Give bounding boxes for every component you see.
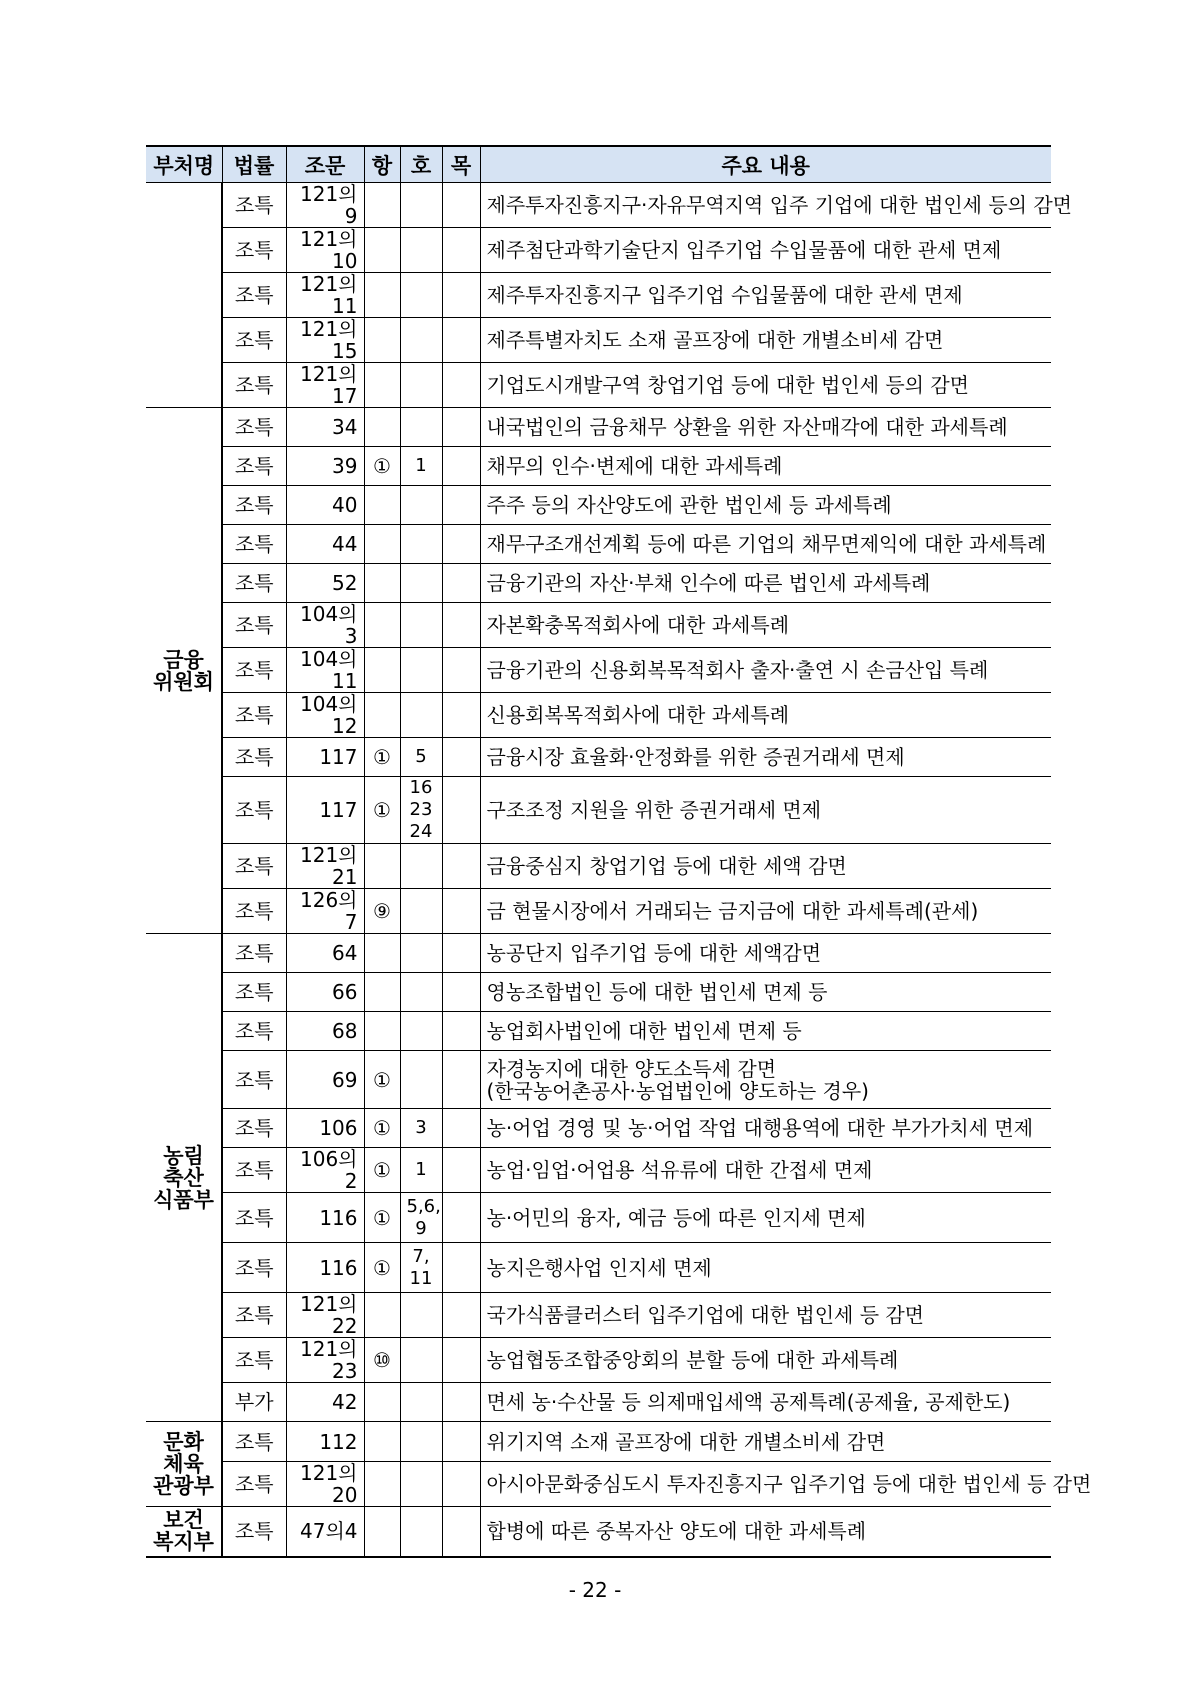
ho-cell (400, 408, 442, 447)
desc-cell: 농지은행사업 인지세 면제 (480, 1243, 1051, 1293)
table-row (146, 1051, 1051, 1109)
ho-cell: 1 (400, 1148, 442, 1193)
mok-cell (442, 1243, 480, 1293)
ho-cell (400, 1012, 442, 1051)
law-cell: 조특 (222, 648, 286, 693)
article-cell: 106 (286, 1109, 364, 1148)
ho-cell (400, 844, 442, 889)
table-row (146, 1243, 1051, 1293)
article-cell: 121의20 (286, 1462, 364, 1507)
desc-cell: 합병에 따른 중복자산 양도에 대한 과세특례 (480, 1507, 1051, 1557)
article-cell: 39 (286, 447, 364, 486)
law-cell: 조특 (222, 1338, 286, 1383)
mok-cell (442, 973, 480, 1012)
table-row (146, 1338, 1051, 1383)
mok-cell (442, 273, 480, 318)
table-body (146, 182, 1092, 1557)
hang-cell (364, 273, 400, 318)
ho-cell: 7, 11 (400, 1243, 442, 1293)
mok-cell (442, 228, 480, 273)
hang-cell (364, 564, 400, 603)
desc-cell: 아시아문화중심도시 투자진흥지구 입주기업 등에 대한 법인세 등 감면 (480, 1462, 1051, 1507)
law-cell: 조특 (222, 1293, 286, 1338)
article-cell: 121의10 (286, 228, 364, 273)
desc-cell: 영농조합법인 등에 대한 법인세 면제 등 (480, 973, 1051, 1012)
article-cell: 121의17 (286, 363, 364, 408)
mok-cell (442, 1012, 480, 1051)
article-cell: 116 (286, 1193, 364, 1243)
desc-cell: 제주투자진흥지구·자유무역지역 입주 기업에 대한 법인세 등의 감면 (480, 183, 1051, 228)
table-row (146, 408, 1051, 447)
ho-cell (400, 934, 442, 973)
table-row (146, 844, 1051, 889)
ho-cell: 3 (400, 1109, 442, 1148)
hang-cell: ⑩ (364, 1338, 400, 1383)
desc-cell: 제주투자진흥지구 입주기업 수입물품에 대한 관세 면제 (480, 273, 1051, 318)
desc-cell: 면세 농·수산물 등 의제매입세액 공제특례(공제율, 공제한도) (480, 1383, 1051, 1422)
article-cell: 68 (286, 1012, 364, 1051)
desc-cell: 농업회사법인에 대한 법인세 면제 등 (480, 1012, 1051, 1051)
table-row (146, 1293, 1051, 1338)
header-ho: 호 (400, 146, 442, 183)
table-row (146, 777, 1051, 844)
mok-cell (442, 486, 480, 525)
article-cell: 117 (286, 738, 364, 777)
article-cell: 126의7 (286, 889, 364, 934)
mok-cell (442, 1148, 480, 1193)
desc-cell: 제주특별자치도 소재 골프장에 대한 개별소비세 감면 (480, 318, 1051, 363)
mok-cell (442, 1109, 480, 1148)
law-cell: 조특 (222, 693, 286, 738)
desc-cell: 금융중심지 창업기업 등에 대한 세액 감면 (480, 844, 1051, 889)
desc-cell: 구조조정 지원을 위한 증권거래세 면제 (480, 777, 1051, 844)
desc-cell: 자경농지에 대한 양도소득세 감면 (한국농어촌공사·농업법인에 양도하는 경우) (480, 1051, 1051, 1109)
article-cell: 121의11 (286, 273, 364, 318)
article-cell: 69 (286, 1051, 364, 1109)
article-cell: 116 (286, 1243, 364, 1293)
desc-cell: 재무구조개선계획 등에 따른 기업의 채무면제익에 대한 과세특례 (480, 525, 1051, 564)
table-row (146, 603, 1051, 648)
table-row (146, 1012, 1051, 1051)
ho-cell (400, 603, 442, 648)
mok-cell (442, 1293, 480, 1338)
ho-cell (400, 525, 442, 564)
desc-cell: 위기지역 소재 골프장에 대한 개별소비세 감면 (480, 1422, 1051, 1462)
hang-cell (364, 408, 400, 447)
law-cell: 조특 (222, 564, 286, 603)
ho-cell (400, 648, 442, 693)
table-row (146, 1193, 1051, 1243)
dept-cell: 보건 복지부 (146, 1507, 222, 1557)
hang-cell (364, 1422, 400, 1462)
dept-cell: 농림 축산 식품부 (146, 934, 222, 1422)
article-cell: 104의11 (286, 648, 364, 693)
hang-cell (364, 603, 400, 648)
ho-cell (400, 693, 442, 738)
law-cell: 조특 (222, 1193, 286, 1243)
mok-cell (442, 564, 480, 603)
table-row (146, 1383, 1051, 1422)
ho-cell (400, 183, 442, 228)
article-cell: 34 (286, 408, 364, 447)
table-row (146, 447, 1051, 486)
law-cell: 조특 (222, 525, 286, 564)
law-cell: 조특 (222, 1051, 286, 1109)
mok-cell (442, 648, 480, 693)
table-row (146, 973, 1051, 1012)
ho-cell (400, 1338, 442, 1383)
table-row (146, 273, 1051, 318)
desc-cell: 금 현물시장에서 거래되는 금지금에 대한 과세특례(관세) (480, 889, 1051, 934)
header-article: 조문 (286, 146, 364, 183)
law-cell: 조특 (222, 408, 286, 447)
hang-cell: ① (364, 1109, 400, 1148)
hang-cell (364, 1507, 400, 1557)
hang-cell (364, 525, 400, 564)
mok-cell (442, 844, 480, 889)
ho-cell (400, 1422, 442, 1462)
article-cell: 121의22 (286, 1293, 364, 1338)
article-cell: 121의21 (286, 844, 364, 889)
article-cell: 66 (286, 973, 364, 1012)
ho-cell (400, 973, 442, 1012)
article-cell: 42 (286, 1383, 364, 1422)
hang-cell (364, 486, 400, 525)
law-cell: 조특 (222, 447, 286, 486)
mok-cell (442, 408, 480, 447)
article-cell: 112 (286, 1422, 364, 1462)
article-cell: 44 (286, 525, 364, 564)
law-cell: 조특 (222, 889, 286, 934)
header-desc: 주요 내용 (480, 146, 1051, 183)
hang-cell (364, 934, 400, 973)
dept-cell: 문화 체육 관광부 (146, 1422, 222, 1507)
mok-cell (442, 1507, 480, 1557)
article-cell: 52 (286, 564, 364, 603)
header-hang: 항 (364, 146, 400, 183)
mok-cell (442, 777, 480, 844)
law-cell: 조특 (222, 844, 286, 889)
table-row (146, 363, 1051, 408)
mok-cell (442, 603, 480, 648)
mok-cell (442, 525, 480, 564)
ho-cell (400, 273, 442, 318)
ho-cell (400, 889, 442, 934)
hang-cell: ① (364, 447, 400, 486)
law-cell: 조특 (222, 603, 286, 648)
hang-cell: ① (364, 1148, 400, 1193)
law-cell: 조특 (222, 973, 286, 1012)
law-cell: 조특 (222, 183, 286, 228)
law-cell: 조특 (222, 318, 286, 363)
mok-cell (442, 889, 480, 934)
header-dept: 부처명 (146, 146, 222, 183)
table-row (146, 738, 1051, 777)
table-row (146, 1148, 1051, 1193)
article-cell: 104의12 (286, 693, 364, 738)
law-cell: 조특 (222, 486, 286, 525)
article-cell: 117 (286, 777, 364, 844)
law-cell: 부가 (222, 1383, 286, 1422)
mok-cell (442, 1383, 480, 1422)
ho-cell (400, 1051, 442, 1109)
mok-cell (442, 1193, 480, 1243)
hang-cell (364, 318, 400, 363)
hang-cell: ① (364, 1243, 400, 1293)
hang-cell (364, 693, 400, 738)
hang-cell (364, 1462, 400, 1507)
law-cell: 조특 (222, 363, 286, 408)
desc-cell: 금융기관의 신용회복목적회사 출자·출연 시 손금산입 특례 (480, 648, 1051, 693)
hang-cell: ① (364, 738, 400, 777)
table-row (146, 525, 1051, 564)
hang-cell (364, 648, 400, 693)
table-row (146, 934, 1051, 973)
table-row (146, 693, 1051, 738)
desc-cell: 기업도시개발구역 창업기업 등에 대한 법인세 등의 감면 (480, 363, 1051, 408)
mok-cell (442, 318, 480, 363)
table-row (146, 648, 1051, 693)
law-cell: 조특 (222, 1109, 286, 1148)
article-cell: 106의2 (286, 1148, 364, 1193)
ho-cell (400, 1383, 442, 1422)
ho-cell (400, 564, 442, 603)
table-row (146, 228, 1051, 273)
ho-cell: 1 (400, 447, 442, 486)
hang-cell (364, 973, 400, 1012)
article-cell: 47의4 (286, 1507, 364, 1557)
desc-cell: 농·어업 경영 및 농·어업 작업 대행용역에 대한 부가가치세 면제 (480, 1109, 1051, 1148)
desc-cell: 자본확충목적회사에 대한 과세특례 (480, 603, 1051, 648)
desc-cell: 금융기관의 자산·부채 인수에 따른 법인세 과세특례 (480, 564, 1051, 603)
law-cell: 조특 (222, 1462, 286, 1507)
ho-cell (400, 1507, 442, 1557)
desc-cell: 내국법인의 금융채무 상환을 위한 자산매각에 대한 과세특례 (480, 408, 1051, 447)
header-mok: 목 (442, 146, 480, 183)
dept-cell (146, 183, 222, 408)
law-cell: 조특 (222, 1422, 286, 1462)
desc-cell: 농업협동조합중앙회의 분할 등에 대한 과세특례 (480, 1338, 1051, 1383)
ho-cell (400, 363, 442, 408)
desc-cell: 농공단지 입주기업 등에 대한 세액감면 (480, 934, 1051, 973)
hang-cell (364, 1293, 400, 1338)
law-cell: 조특 (222, 934, 286, 973)
table-row (146, 564, 1051, 603)
ho-cell (400, 228, 442, 273)
article-cell: 121의15 (286, 318, 364, 363)
header-law: 법률 (222, 146, 286, 183)
desc-cell: 국가식품클러스터 입주기업에 대한 법인세 등 감면 (480, 1293, 1051, 1338)
desc-cell: 신용회복목적회사에 대한 과세특례 (480, 693, 1051, 738)
mok-cell (442, 1338, 480, 1383)
article-cell: 121의9 (286, 183, 364, 228)
ho-cell (400, 1293, 442, 1338)
mok-cell (442, 1051, 480, 1109)
mok-cell (442, 183, 480, 228)
ho-cell (400, 486, 442, 525)
ho-cell (400, 318, 442, 363)
law-cell: 조특 (222, 1243, 286, 1293)
hang-cell (364, 1383, 400, 1422)
article-cell: 104의3 (286, 603, 364, 648)
mok-cell (442, 447, 480, 486)
table-row (146, 889, 1051, 934)
desc-cell: 채무의 인수·변제에 대한 과세특례 (480, 447, 1051, 486)
table-row (146, 1507, 1051, 1557)
mok-cell (442, 1422, 480, 1462)
mok-cell (442, 1462, 480, 1507)
dept-cell: 금융 위원회 (146, 408, 222, 934)
mok-cell (442, 693, 480, 738)
law-cell: 조특 (222, 228, 286, 273)
law-cell: 조특 (222, 777, 286, 844)
desc-cell: 제주첨단과학기술단지 입주기업 수입물품에 대한 관세 면제 (480, 228, 1051, 273)
table-row (146, 318, 1051, 363)
law-cell: 조특 (222, 738, 286, 777)
hang-cell (364, 183, 400, 228)
tax-provisions-table (146, 145, 1092, 1558)
article-cell: 121의23 (286, 1338, 364, 1383)
page-number: - 22 - (568, 1578, 622, 1602)
law-cell: 조특 (222, 1148, 286, 1193)
hang-cell (364, 363, 400, 408)
law-cell: 조특 (222, 1012, 286, 1051)
table-row (146, 1462, 1051, 1507)
ho-cell: 5,6, 9 (400, 1193, 442, 1243)
mok-cell (442, 934, 480, 973)
hang-cell: ① (364, 777, 400, 844)
hang-cell (364, 228, 400, 273)
desc-cell: 농업·임업·어업용 석유류에 대한 간접세 면제 (480, 1148, 1051, 1193)
hang-cell: ⑨ (364, 889, 400, 934)
desc-cell: 금융시장 효율화·안정화를 위한 증권거래세 면제 (480, 738, 1051, 777)
ho-cell (400, 1462, 442, 1507)
hang-cell: ① (364, 1193, 400, 1243)
mok-cell (442, 738, 480, 777)
desc-cell: 농·어민의 융자, 예금 등에 따른 인지세 면제 (480, 1193, 1051, 1243)
ho-cell: 5 (400, 738, 442, 777)
hang-cell (364, 844, 400, 889)
hang-cell (364, 1012, 400, 1051)
table-row (146, 1109, 1051, 1148)
ho-cell: 16 23 24 (400, 777, 442, 844)
table-row (146, 1422, 1051, 1462)
hang-cell: ① (364, 1051, 400, 1109)
article-cell: 40 (286, 486, 364, 525)
mok-cell (442, 363, 480, 408)
law-cell: 조특 (222, 273, 286, 318)
table-row (146, 183, 1051, 228)
table-header-row (146, 146, 1051, 183)
law-cell: 조특 (222, 1507, 286, 1557)
article-cell: 64 (286, 934, 364, 973)
table-row (146, 486, 1051, 525)
desc-cell: 주주 등의 자산양도에 관한 법인세 등 과세특례 (480, 486, 1051, 525)
